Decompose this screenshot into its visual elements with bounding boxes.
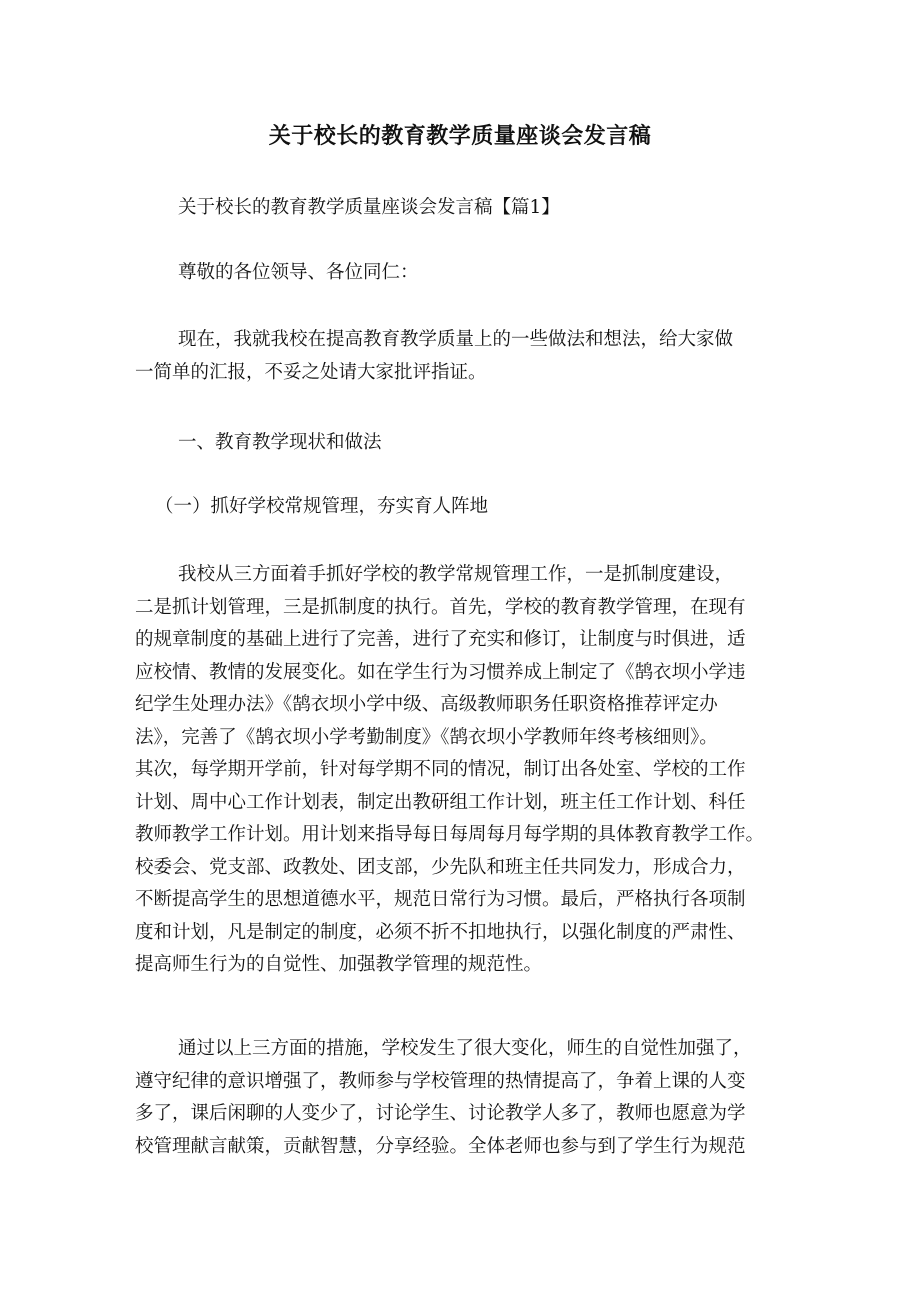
section-subtitle: 关于校长的教育教学质量座谈会发言稿【篇1】 [178, 197, 560, 218]
paragraph-line: 不断提高学生的思想道德水平，规范日常行为习惯。最后，严格执行各项制 [135, 889, 746, 910]
paragraph-line: 的规章制度的基础上进行了完善，进行了充实和修订，让制度与时俱进，适 [135, 629, 746, 650]
paragraph-line: 遵守纪律的意识增强了，教师参与学校管理的热情提高了，争着上课的人变 [135, 1070, 746, 1092]
paragraph-line: 我校从三方面着手抓好学校的教学常规管理工作，一是抓制度建设， [178, 564, 734, 585]
paragraph-line: 二是抓计划管理，三是抓制度的执行。首先，学校的教育教学管理，在现有 [135, 596, 746, 618]
subsection-heading: （一）抓好学校常规管理，夯实育人阵地 [155, 496, 489, 517]
paragraph-line: 校委会、党支部、政教处、团支部，少先队和班主任共同发力，形成合力， [135, 856, 746, 878]
paragraph-line: 教师教学工作计划。用计划来指导每日每周每月每学期的具体教育教学工作。 [135, 824, 765, 845]
paragraph-line: 现在，我就我校在提高教育教学质量上的一些做法和想法，给大家做 [178, 329, 734, 350]
paragraph-line: 应校情、教情的发展变化。如在学生行为习惯养成上制定了《鹄衣坝小学违 [135, 661, 746, 683]
section-heading: 一、教育教学现状和做法 [178, 432, 382, 453]
paragraph-line: 其次，每学期开学前，针对每学期不同的情况，制订出各处室、学校的工作 [135, 759, 746, 780]
salutation: 尊敬的各位领导、各位同仁： [178, 262, 419, 283]
paragraph-line: 法》，完善了《鹄衣坝小学考勤制度》《鹄衣坝小学教师年终考核细则》。 [135, 726, 718, 748]
body-paragraph-1 [135, 559, 800, 982]
paragraph-line: 一简单的汇报，不妥之处请大家批评指证。 [135, 361, 487, 383]
body-paragraph-2 [135, 1033, 800, 1163]
paragraph-line: 纪学生处理办法》《鹄衣坝小学中级、高级教师职务任职资格推荐评定办 [135, 694, 718, 715]
paragraph-line: 通过以上三方面的措施，学校发生了很大变化，师生的自觉性加强了， [178, 1038, 752, 1059]
paragraph-line: 度和计划，凡是制定的制度，必须不折不扣地执行，以强化制度的严肃性、 [135, 921, 746, 943]
intro-paragraph [135, 324, 800, 389]
paragraph-line: 提高师生行为的自觉性、加强教学管理的规范性。 [135, 954, 543, 975]
paragraph-line: 多了，课后闲聊的人变少了，讨论学生、讨论教学人多了，教师也愿意为学 [135, 1103, 746, 1124]
paragraph-line: 校管理献言献策，贡献智慧，分享经验。全体老师也参与到了学生行为规范 [135, 1135, 746, 1157]
paragraph-line: 计划、周中心工作计划表，制定出教研组工作计划，班主任工作计划、科任 [135, 791, 746, 813]
document-title: 关于校长的教育教学质量座谈会发言稿 [268, 124, 652, 149]
